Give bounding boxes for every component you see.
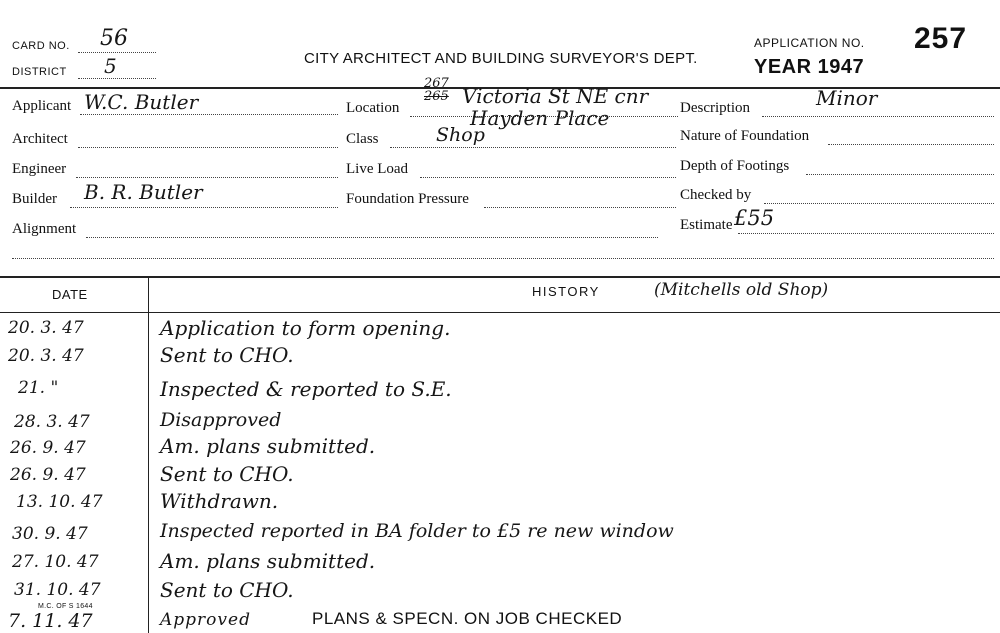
estimate-value: £55 — [734, 206, 775, 230]
district-label: DISTRICT — [12, 66, 67, 78]
history-entry: Am. plans submitted. — [160, 434, 376, 458]
alignment-label: Alignment — [12, 221, 77, 237]
description-value: Minor — [816, 86, 878, 110]
card-no-label: CARD NO. — [12, 40, 70, 52]
history-entry: Application to form opening. — [160, 316, 451, 340]
history-date: 26. 9. 47 — [10, 438, 86, 458]
district-line — [78, 78, 156, 79]
architect-line — [78, 147, 338, 148]
foundation-pressure-line — [484, 207, 676, 208]
alignment-line — [86, 237, 658, 238]
history-date: 21. " — [18, 378, 59, 398]
engineer-label: Engineer — [12, 161, 67, 177]
history-entry: Inspected & reported to S.E. — [160, 377, 452, 401]
class-value: Shop — [436, 124, 485, 146]
history-entry: Sent to CHO. — [160, 462, 294, 486]
location-line1-value: Victoria St NE cnr — [462, 84, 649, 108]
location-number: 267 — [424, 76, 449, 91]
checked-by-label: Checked by — [680, 187, 752, 203]
application-no-value: 257 — [914, 22, 968, 55]
class-line — [390, 147, 676, 148]
history-date: 27. 10. 47 — [12, 552, 99, 572]
description-line — [762, 116, 994, 117]
foundation-pressure-label: Foundation Pressure — [346, 191, 469, 207]
location-struck-number: 265 — [424, 89, 449, 104]
history-column-divider — [148, 276, 149, 633]
live-load-line — [420, 177, 676, 178]
class-label: Class — [346, 131, 379, 147]
builder-line — [70, 207, 338, 208]
history-header-divider — [0, 312, 1000, 313]
nature-of-foundation-label: Nature of Foundation — [680, 128, 810, 144]
nature-of-foundation-line — [828, 144, 994, 145]
year-label: YEAR 1947 — [754, 56, 865, 78]
approval-stamp: PLANS & SPECN. ON JOB CHECKED — [312, 609, 623, 628]
card-no-value: 56 — [100, 26, 128, 51]
history-date: 28. 3. 47 — [14, 412, 90, 432]
history-entry: Inspected reported in BA folder to £5 re new window — [160, 520, 674, 542]
history-entry: Am. plans submitted. — [160, 549, 376, 573]
history-column-header: HISTORY — [532, 284, 600, 299]
architect-label: Architect — [12, 131, 68, 147]
depth-of-footings-line — [806, 174, 994, 175]
history-top-border — [0, 276, 1000, 278]
engineer-line — [76, 177, 338, 178]
estimate-line — [738, 233, 994, 234]
history-date: 26. 9. 47 — [10, 465, 86, 485]
fields-bottom-dotted-line — [12, 258, 994, 259]
history-date: 13. 10. 47 — [16, 492, 103, 512]
estimate-label: Estimate — [680, 217, 733, 233]
history-date: 31. 10. 47 — [14, 580, 101, 600]
history-date: 30. 9. 47 — [12, 524, 88, 544]
description-label: Description — [680, 100, 750, 116]
applicant-label: Applicant — [12, 98, 72, 114]
location-label: Location — [346, 100, 400, 116]
checked-by-line — [764, 203, 994, 204]
applicant-line — [80, 114, 338, 115]
history-note: (Mitchells old Shop) — [654, 280, 829, 300]
live-load-label: Live Load — [346, 161, 409, 177]
history-entry: Sent to CHO. — [160, 578, 294, 602]
builder-label: Builder — [12, 191, 57, 207]
history-entry: Sent to CHO. — [160, 343, 294, 367]
history-date: 20. 3. 47 — [8, 346, 84, 366]
card-no-line — [78, 52, 156, 53]
depth-of-footings-label: Depth of Footings — [680, 158, 790, 174]
history-entry: Approved — [160, 610, 251, 630]
printer-mark: M.C. OF S 1644 — [38, 603, 93, 610]
history-entry: Withdrawn. — [160, 489, 279, 513]
date-column-header: DATE — [52, 287, 88, 302]
applicant-value: W.C. Butler — [84, 90, 199, 114]
builder-value: B. R. Butler — [84, 180, 203, 204]
location-line2-value: Hayden Place — [470, 106, 610, 130]
dept-title: CITY ARCHITECT AND BUILDING SURVEYOR'S DEPT. — [304, 50, 698, 67]
history-entry: Disapproved — [160, 409, 282, 431]
history-date: 7. 11. 47 — [8, 610, 93, 632]
history-date: 20. 3. 47 — [8, 318, 84, 338]
district-value: 5 — [104, 54, 117, 78]
application-no-label: APPLICATION NO. — [754, 36, 865, 50]
